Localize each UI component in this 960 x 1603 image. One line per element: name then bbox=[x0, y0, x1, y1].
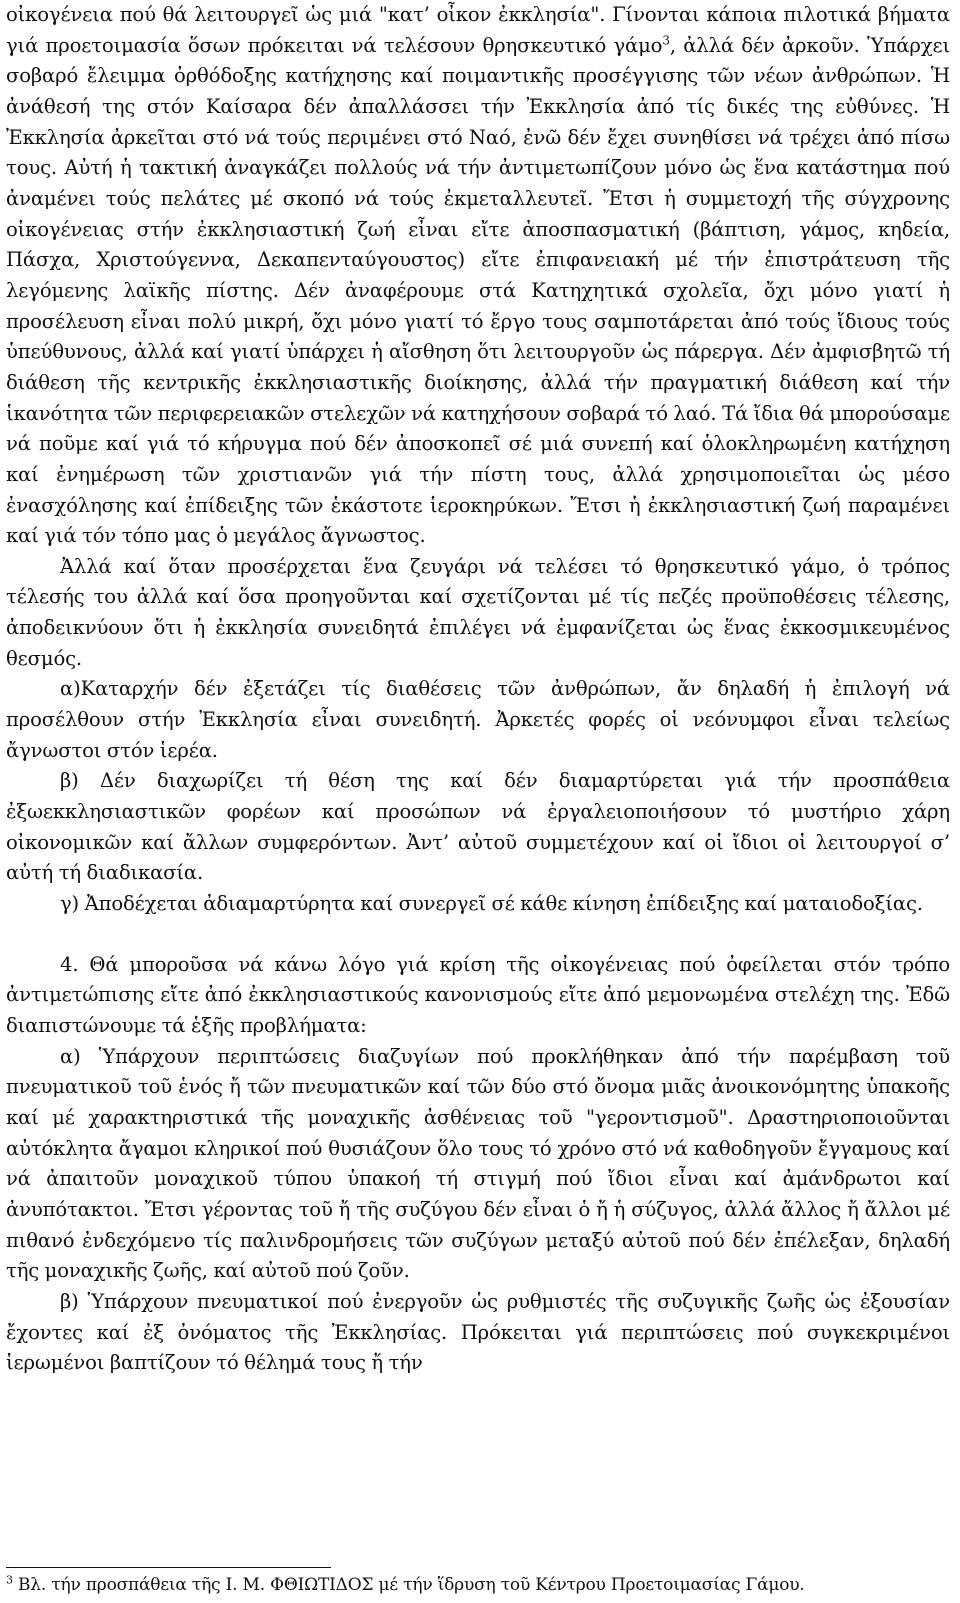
paragraph-8-item-b: β) Ὑπάρχουν πνευματικοί πού ἐνεργοῦν ὡς ρυθμιστές τῆς συζυγικῆς ζωῆς ὡς ἐξουσίαν ἔχοντες καί ἐξ ὀνόματος τῆς Ἐκκλησίας. Πρόκειται γιά περιπτώσεις πού συγκεκριμένοι ἱερωμένοι βαπτίζουν τό θέλημά τους ἤ τήν bbox=[6, 1289, 950, 1375]
document-page bbox=[6, 0, 950, 1379]
footnote-text: Βλ. τήν προσπάθεια τῆς Ι. Μ. ΦΘΙΩΤΙΔΟΣ μέ τήν ἵδρυση τοῦ Κέντρου Προετοιμασίας Γάμου. bbox=[12, 1575, 805, 1595]
paragraph-5-item-c: γ) Ἀποδέχεται ἀδιαμαρτύρητα καί συνεργεῖ σέ κάθε κίνηση ἐπίδειξης καί ματαιοδοξίας. bbox=[60, 892, 923, 916]
paragraph-6-section-4: 4. Θά μποροῦσα νά κάνω λόγο γιά κρίση τῆς οἰκογένειας πού ὀφείλεται στόν τρόπο ἀντιμετώπισης εἴτε ἀπό ἐκκλησιαστικούς κανονισμούς εἴτε ἀπό μεμονωμένα στελέχη της. Ἐδῶ διαπιστώνουμε τά ἑξῆς προβλήματα: bbox=[6, 952, 950, 1037]
paragraph-4-item-b: β) Δέν διαχωρίζει τή θέση της καί δέν διαμαρτύρεται γιά τήν προσπάθεια ἐξωεκκλησιαστικῶν φορέων καί προσώπων νά ἐργαλειοποιήσουν τό μυστήριο χάρη οἰκονομικῶν καί ἄλλων συμφερόντων. Ἀντ’ αὐτοῦ συμμετέχουν καί οἱ ἴδιοι οἱ λειτουργοί σ’ αὐτή τή διαδικασία. bbox=[6, 769, 950, 885]
paragraph-1-text-b: , ἀλλά δέν ἀρκοῦν. Ὑπάρχει σοβαρό ἔλειμμα ὀρθόδοξης κατήχησης καί ποιμαντικῆς προσέγγισης τῶν νέων ἀνθρώπων. Ἡ ἀνάθεσή της στόν Καίσαρα δέν ἀπαλλάσσει τήν Ἐκκλησία ἀπό τίς δικές της εὐθύνες. Ἡ Ἐκκλησία ἀρκεῖται στό νά τούς περιμένει στό Ναό, ἐνῶ δέν ἔχει συνηθίσει νά τρέχει ἀπό πίσω τους. Αὐτή ἡ τακτική ἀναγκάζει πολλούς νά τήν ἀντιμετωπίζουν μόνο ὡς ἕνα κατάστημα πού ἀναμένει τούς πελάτες μέ σκοπό νά τούς ἐκμεταλλευτεῖ. Ἔτσι ἡ συμμετοχή τῆς σύγχρονης οἰκογένειας στήν ἐκκλησιαστική ζωή εἶναι εἴτε ἀποσπασματική (βάπτιση, γάμος, κηδεία, Πάσχα, Χριστούγεννα, Δεκαπενταύγουστος) εἴτε ἐπιφανειακή μέ τήν ἐπιστράτευση τῆς λεγόμενης λαϊκῆς πίστης. Δέν ἀναφέρουμε στά Κατηχητικά σχολεῖα, ὄχι μόνο γιατί ἡ προσέλευση εἶναι πολύ μικρή, ὄχι μόνο γιατί τό ἔργο τους σαμποτάρεται ἀπό τούς ἴδιους τούς ὑπεύθυνους, ἀλλά καί γιατί ὑπάρχει ἡ αἴσθηση ὅτι λειτουργοῦν ὡς πάρεργα. Δέν ἀμφισβητῶ τή διάθεση τῆς κεντρικῆς ἐκκλησιαστικῆς διοίκησης, ἀλλά τήν πραγματική διάθεση καί τήν ἱκανότητα τῶν περιφερειακῶν στελεχῶν νά κατηχήσουν σοβαρά τό λαό. Τά ἴδια θά μπορούσαμε νά ποῦμε καί γιά τό κήρυγμα πού δέν ἀποσκοπεῖ σέ μιά συνεπή καί ὁλοκληρωμένη κατήχηση καί ἐνημέρωση τῶν χριστιανῶν γιά τήν πίστη τους, ἀλλά χρησιμοποιεῖται ὡς μέσο ἐνασχόλησης καί ἐπίδειξης τῶν ἑκάστοτε ἱεροκηρύκων. Ἔτσι ἡ ἐκκλησιαστική ζωή παραμένει καί γιά τόν τόπο μας ὁ μεγάλος ἄγνωστος. bbox=[6, 33, 950, 548]
paragraph-1-text-a: οἰκογένεια πού θά λειτουργεῖ ὡς μιά "κατ’ οἶκον ἐκκλησία". Γίνονται κάποια πιλοτικά βήματα γιά προετοιμασία ὅσων πρόκειται νά τελέσουν θρησκευτικό γάμο bbox=[6, 3, 950, 57]
footnote-separator bbox=[6, 1567, 331, 1568]
paragraph-2: Ἀλλά καί ὅταν προσέρχεται ἕνα ζευγάρι νά τελέσει τό θρησκευτικό γάμο, ὁ τρόπος τέλεσής του ἀλλά καί ὅσα προηγοῦνται καί σχετίζονται μέ τίς πεζές προϋποθέσεις τέλεσης, ἀποδεικνύουν ὅτι ἡ ἐκκλησία συνειδητά ἐπιλέγει νά ἐμφανίζεται ὡς ἕνας ἐκκοσμικευμένος θεσμός. bbox=[6, 554, 950, 670]
paragraph-7-item-a: α) Ὑπάρχουν περιπτώσεις διαζυγίων πού προκλήθηκαν ἀπό τήν παρέμβαση τοῦ πνευματικοῦ τοῦ ἑνός ἤ τῶν πνευματικῶν καί τῶν δύο στό ὄνομα μιᾶς ἀνοικονόμητης ὑπακοῆς καί μέ χαρακτηριστικά τῆς μοναχικῆς ἀσθένειας τοῦ "γεροντισμοῦ". Δραστηριοποιοῦνται αὐτόκλητα ἄγαμοι κληρικοί πού θυσιάζουν ὅλο τους τό χρόνο στό νά καθοδηγοῦν ἔγγαμους καί νά ἀπαιτοῦν μοναχικοῦ τύπου ὑπακοή τή στιγμή πού ἴδιοι εἶναι καί ἀμάνδρωτοι καί ἀνυπότακτοι. Ἔτσι γέροντας τοῦ ἤ τῆς συζύγου δέν εἶναι ὁ ἤ ἡ σύζυγος, ἀλλά ἄλλος ἤ ἄλλοι μέ πιθανό ἐνδεχόμενο τίς παλινδρομήσεις τῶν συζύγων μεταξύ αὐτοῦ πού δέν ἐπέλεξαν, δηλαδή τῆς μοναχικῆς ζωῆς, καί αὐτοῦ πού ζοῦν. bbox=[6, 1044, 950, 1283]
paragraph-3-item-a: α)Καταρχήν δέν ἐξετάζει τίς διαθέσεις τῶν ἀνθρώπων, ἄν δηλαδή ἡ ἐπιλογή νά προσέλθουν στήν Ἐκκλησία εἶναι συνειδητή. Ἀρκετές φορές οἱ νεόνυμφοι εἶναι τελείως ἄγνωστοι στόν ἱερέα. bbox=[6, 677, 950, 762]
paragraph-1 bbox=[6, 0, 950, 552]
footnote-number: 3 bbox=[6, 1573, 13, 1587]
footnote bbox=[6, 1572, 950, 1598]
footnote-reference-3[interactable]: 3 bbox=[662, 33, 670, 48]
